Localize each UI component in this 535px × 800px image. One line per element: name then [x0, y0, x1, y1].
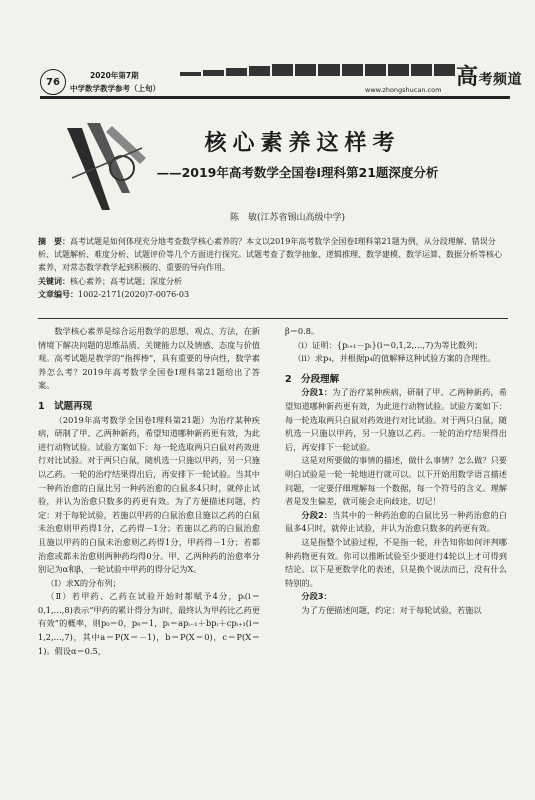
step-2	[285, 509, 507, 536]
question-2-i: （ⅰ）证明：{pᵢ₊₁－pᵢ}(i＝0,1,2,…,7)为等比数列；	[293, 339, 483, 350]
question-2-continued: β＝0.8。	[285, 326, 320, 336]
abstract-article-no	[38, 288, 508, 301]
step-2-note: 这是指整个试验过程，不是指一轮，并告知你如何评判哪种药物更有效。你可以推断试验至少要进行4轮以上才可得到结论。以下是更数学化的表述，只是换个说法而已，没有什么特别的。	[285, 536, 507, 588]
keywords-label: 关键词：	[38, 276, 70, 286]
question-2: （Ⅱ）若甲药、乙药在试验开始时都赋予4分，pᵢ(i＝0,1,…,8)表示“甲药的累计得分为i时，最终认为甲药比乙药更有效”的概率，则p₀＝0，p₈＝1，pᵢ＝apᵢ₋₁＋bpᵢ＋cpᵢ₊₁(i＝1,2,…,7)，其中a＝P(X＝－1)，b＝P(X＝0)，c＝P(X＝1)。假设α＝0.5，	[38, 591, 260, 656]
question-2-ii: （ⅱ）求p₄，并根据p₄的值解释这种试验方案的合理性。	[293, 353, 496, 364]
abstract-summary	[38, 235, 508, 275]
abstract-keywords	[38, 275, 508, 288]
step-1-label: 分段1：	[301, 387, 333, 398]
channel-label	[456, 60, 522, 91]
article-no-text: 1002-2171(2020)7-0076-03	[78, 289, 190, 299]
abstract-block	[38, 235, 508, 301]
step-2-text: 当其中的一种药治愈的白鼠比另一种药治愈的白鼠多4只时，就停止试验，并认为治愈只数多的药更有效。	[285, 509, 507, 534]
abstract-separator	[38, 318, 508, 319]
summary-label: 摘 要：	[38, 237, 70, 246]
intro-paragraph: 数学核心素养是综合运用数学的思想、观点、方法，在新情境下解决问题的思维品质、关键能力以及情感、态度与价值观。高考试题是教学的“指挥棒”，具有重要的导向性，数学素养怎么考？2019年高考数学全国卷Ⅰ理科第21题给出了答案。	[38, 326, 260, 391]
header-bar-decoration	[180, 64, 455, 76]
summary-text: 高考试题是如何体现充分地考查数学核心素养的？本文以2019年高考数学全国卷Ⅰ理科第21题为例，从分段理解、错误分析、试题解析、难度分析、试题评价等几个方面进行探究。试题考查了数学抽象、逻辑推理、数学建模、数学运算、数据分析等核心素养，对常态数学教学起到积极的、重要的导向作用。	[38, 237, 502, 273]
step-3	[285, 590, 507, 604]
page-number: 76	[40, 69, 66, 95]
right-column	[285, 325, 507, 617]
question-1: （Ⅰ）求X的分布列；	[46, 577, 121, 588]
left-column	[38, 325, 260, 658]
step-3-text: 为了方便描述问题，约定：对于每轮试验，若施以	[301, 604, 482, 615]
journal-name: 中学数学教学参考（上旬）	[70, 84, 160, 93]
article-title: 核心素养这样考	[204, 131, 401, 156]
channel-big-char: 高	[456, 65, 479, 90]
website-url: www.zhongshucan.com	[365, 86, 442, 94]
author-line: 陈 敏(江苏省锡山高级中学)	[229, 213, 346, 223]
step-3-label: 分段3：	[301, 591, 332, 602]
header-rule	[40, 96, 510, 99]
step-1	[285, 386, 507, 454]
issue-label: 2020年第7期	[90, 71, 139, 80]
article-no-label: 文章编号：	[38, 289, 78, 299]
section-heading-1: 1 试题再现	[38, 400, 93, 412]
problem-paragraph: （2019年高考数学全国卷Ⅰ理科第21题）为治疗某种疾病，研制了甲、乙两种新药，希望知道哪种新药更有效，为此进行动物试验。试验方案如下：每一轮选取两只白鼠对药效进行对比试验。对于两只白鼠，随机选一只施以甲药，另一只施以乙药。一轮的治疗结果得出后，再安排下一轮试验。当其中一种药治愈的白鼠比另一种药治愈的白鼠多4只时，就停止试验，并认为治愈只数多的药更有效。为了方便描述问题，约定：对于每轮试验，若施以甲药的白鼠治愈且施以乙药的白鼠未治愈则甲药得1分，乙药得－1分；若施以乙药的白鼠治愈且施以甲药的白鼠未治愈则乙药得1分，甲药得－1分；若都治愈或都未治愈则两种药均得0分。甲、乙两种药的治愈率分别记为α和β，一轮试验中甲药的得分记为X。	[38, 414, 260, 575]
step-2-label: 分段2：	[301, 509, 333, 520]
channel-rest: 考频道	[478, 72, 523, 88]
section-heading-2: 2 分段理解	[285, 373, 340, 385]
keywords-text: 核心素养；高考试题；深度分析	[70, 276, 182, 286]
step-1-note: 这是对所要做的事情的描述，做什么事情？怎么做？只要明白试验是一轮一轮地进行就可以。以下开始用数学语言描述问题，一定要仔细理解每一个数据，每一个符号的含义。理解者是发生偏差，就可能会走向歧途，切记！	[285, 455, 507, 507]
article-subtitle: ——2019年高考数学全国卷Ⅰ理科第21题深度分析	[156, 165, 439, 180]
step-1-text: 为了治疗某种疾病，研制了甲、乙两种新药，希望知道哪种新药更有效，为此进行动物试验。试验方案如下：每一轮选取两只白鼠对药效进行对比试验。对于两只白鼠，随机选一只施以甲药，另一只施以乙药。一轮的治疗结果得出后，再安排下一轮试验。	[285, 387, 507, 452]
